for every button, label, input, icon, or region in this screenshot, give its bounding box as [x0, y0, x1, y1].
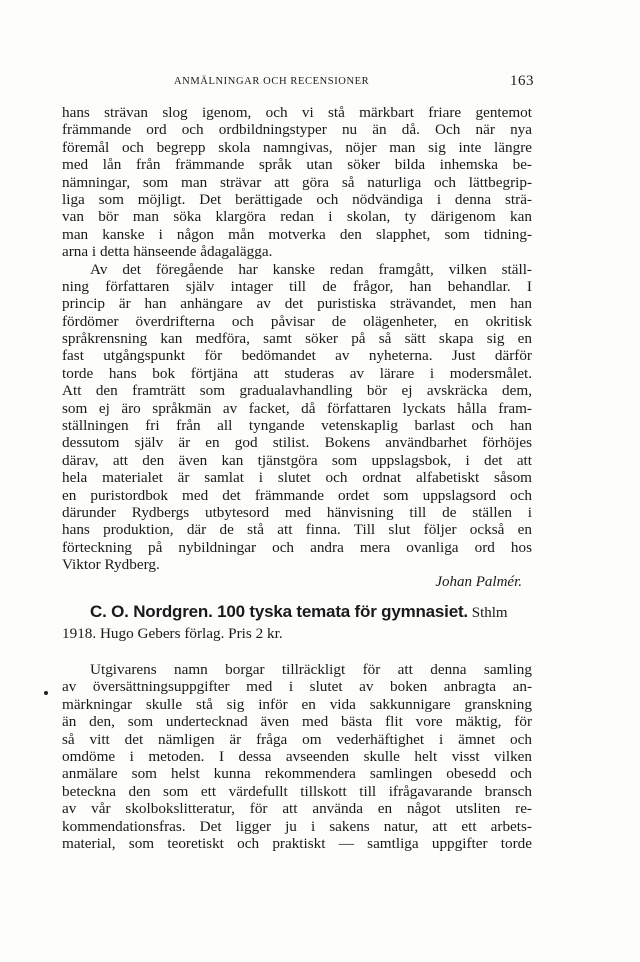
review-nordgren-heading — [62, 603, 532, 643]
text-line: fördömer överdrifterna och påvisar de olägenheter, en okritisk — [62, 312, 532, 330]
page-number: 163 — [510, 73, 534, 89]
book-title-line — [62, 603, 532, 622]
text-line: av vår skolbokslitteratur, för att använda en något utsliten re- — [62, 800, 532, 818]
reviewer-signature: Johan Palmér. — [435, 574, 522, 590]
running-head: ANMÄLNINGAR OCH RECENSIONER — [174, 76, 370, 87]
text-line: princip är han anhängare av det puristiska strävandet, men han — [62, 295, 532, 313]
text-line: material, som teoretiskt och praktiskt — samtliga uppgifter torde — [62, 834, 532, 852]
review-nordgren-body — [62, 661, 532, 852]
text-line: nämningar, som man strävar att göra så naturliga och lättbegrip- — [62, 173, 532, 191]
text-line: anmälare som helst kunna rekommendera samlingen obesedd och — [62, 765, 532, 783]
text-line: med lån från främmande språk utan söker bilda inhemska be- — [62, 156, 532, 174]
text-line: van bör man söka klargöra redan i skolan, ty därigenom kan — [62, 208, 532, 226]
text-line: man kanske i någon mån motverka den slapphet, som tidning- — [62, 225, 532, 243]
text-line: hans produktion, där de stå att finna. Till slut följer också en — [62, 521, 532, 539]
text-line: därunder Rydbergs utbytesord med hänvisning till de ställen i — [62, 503, 532, 521]
paragraph-start-line: Av det föregående har kanske redan framgått, vilken ställ- — [90, 260, 532, 278]
text-line: därav, att den även kan tjänstgöra som uppslagsbok, i det att — [62, 451, 532, 469]
text-line: så vitt det nämligen är fråga om vederhäftighet i ämnet och — [62, 730, 532, 748]
text-line: beteckna den som ett värdefullt tillskott till ifrågavarande bransch — [62, 782, 532, 800]
text-line: av översättningsuppgifter med i slutet av boken anbragta an- — [62, 678, 532, 696]
text-line: dessutom själv är en god stilist. Bokens användbarhet förhöjes — [62, 434, 532, 452]
text-line: hans strävan slog igenom, och vi stå märkbart friare gentemot — [62, 104, 532, 121]
review-palmer-body — [62, 104, 532, 574]
text-line: än den, som undertecknad även med bästa flit vore mäktig, för — [62, 713, 532, 731]
text-line: Viktor Rydberg. — [62, 556, 160, 574]
text-line: kommendationsfras. Det ligger ju i sakens natur, att ett arbets- — [62, 817, 532, 835]
text-line: Att den framträtt som gradualavhandling bör ej avskräcka dem, — [62, 382, 532, 400]
book-title: C. O. Nordgren. 100 tyska temata för gymnasiet. — [90, 602, 468, 621]
text-line: en puristordbok med det främmande ordet som uppslagsord och — [62, 486, 532, 504]
text-line: omdöme i metoden. I dessa avseenden skulle helt visst vilken — [62, 747, 532, 765]
text-line: torde hans bok förtjäna att studeras av lärare i modersmålet. — [62, 364, 532, 382]
page-header — [60, 74, 534, 94]
publication-place: Sthlm — [471, 605, 508, 621]
text-line: arna i detta hänseende ådagalägga. — [62, 243, 273, 261]
text-line: främmande ord och ordbildningstyper nu än då. Och när nya — [62, 121, 532, 139]
text-line: liga som möjligt. Det berättigade och nödvändiga i denna strä- — [62, 190, 532, 208]
text-line: som ej äro språkmän av facket, då författaren lyckats hålla fram- — [62, 399, 532, 417]
text-line: fast utgångspunkt för bedömandet av nyheterna. Just därför — [62, 347, 532, 365]
text-line: ställningen fri från all tyngande vetenskaplig barlast och han — [62, 417, 532, 435]
text-line: hela materialet är samlat i slutet och ordnat alfabetiskt såsom — [62, 469, 532, 487]
text-line: föremål och begrepp skola namngivas, nöjer man sig inte längre — [62, 138, 532, 156]
paragraph-start-line: Utgivarens namn borgar tillräckligt för att denna samling — [90, 661, 532, 678]
text-line: ning författaren själv intager till de frågor, han behandlar. I — [62, 277, 532, 295]
text-line: förteckning på nybildningar och andra mera ovanliga ord hos — [62, 538, 532, 556]
text-line: märkningar skulle stå sig inför en vida sakkunnigare granskning — [62, 695, 532, 713]
text-line: språkrensning kan medföra, samt söker på så sätt skapa sig en — [62, 330, 532, 348]
margin-mark — [44, 691, 48, 695]
publication-details: 1918. Hugo Gebers förlag. Pris 2 kr. — [62, 625, 283, 643]
